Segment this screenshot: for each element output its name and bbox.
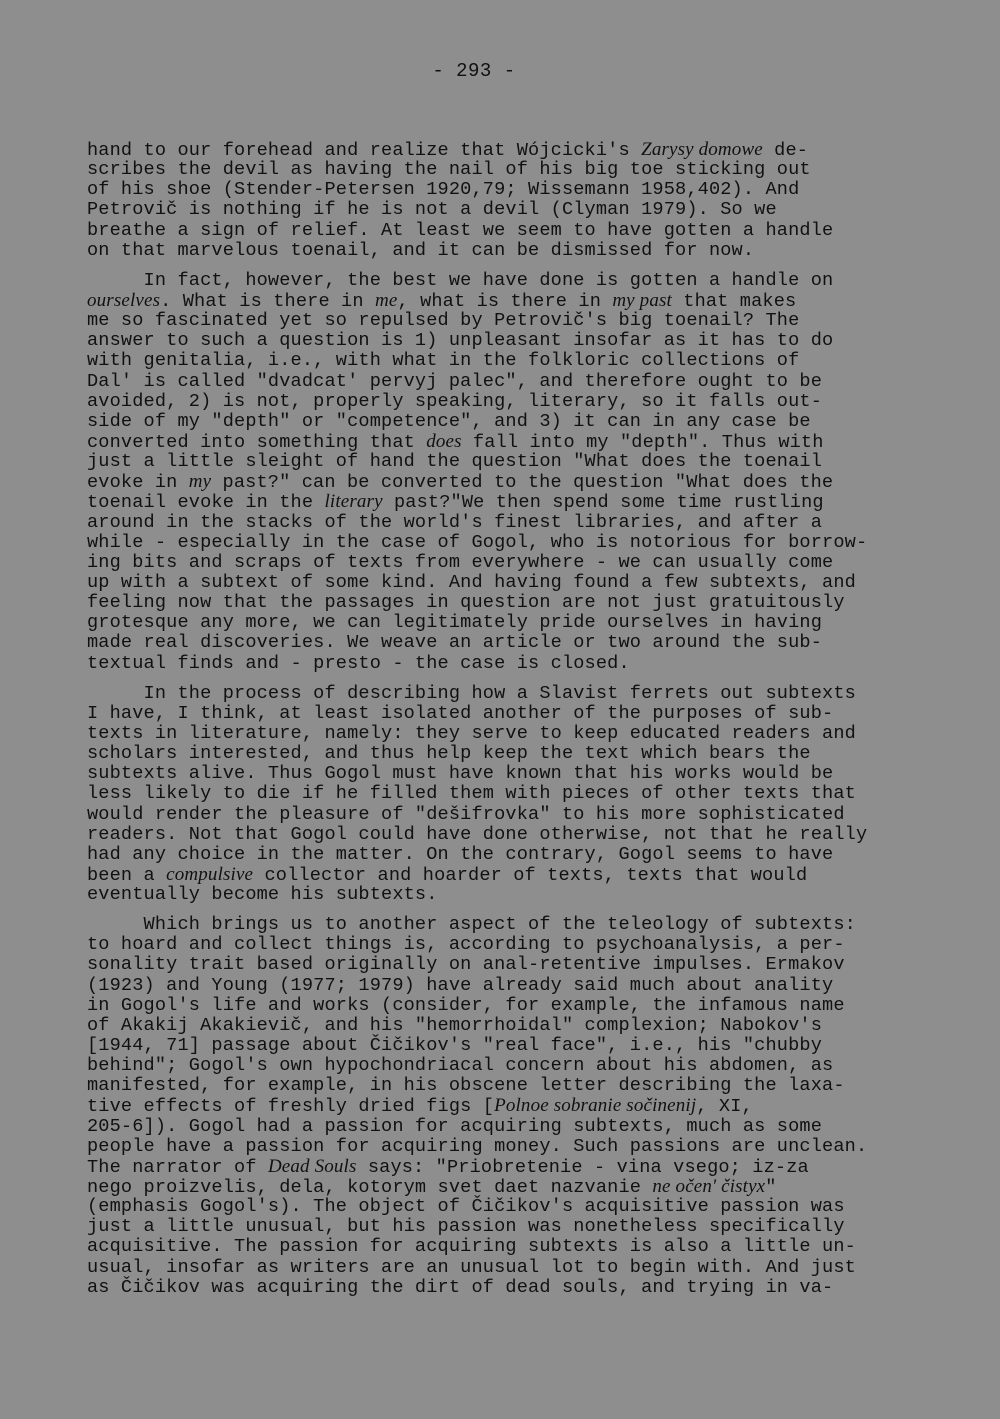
text-line [87, 885, 967, 905]
text-line [87, 513, 967, 533]
italic-text: Zarysy domowe [641, 139, 763, 160]
text-segment: answer to such a question is 1) unpleasant insofar as it has to do [87, 330, 834, 352]
text-line [87, 1036, 967, 1056]
text-segment: ing bits and scraps of texts from everywhere - we can usually come [87, 551, 834, 573]
text-segment: side of my "depth" or "competence", and 3) it can in any case be [87, 410, 811, 432]
text-line [87, 915, 967, 935]
text-line [87, 533, 967, 553]
text-line [87, 140, 967, 160]
body-text [87, 140, 967, 1308]
text-line [87, 1177, 967, 1197]
text-segment: readers. Not that Gogol could have done otherwise, not that he really [87, 823, 868, 845]
italic-text: my past [612, 289, 672, 311]
text-line [87, 372, 967, 392]
text-line [87, 1137, 967, 1157]
italic-text: ne očen' čistyx [652, 1176, 766, 1198]
text-segment: past?"We then spend some time rustling [382, 492, 824, 514]
text-segment: past?" can be converted to the question "What does the [211, 472, 834, 494]
italic-text: Polnoe sobranie sočinenij [494, 1095, 697, 1117]
text-line [87, 160, 967, 180]
text-segment: acquisitive. The passion for acquiring subtexts is also a little un- [87, 1236, 856, 1258]
text-line [87, 935, 967, 955]
text-line [87, 432, 967, 452]
text-segment: [1944, 71] passage about Čičikov's "real face", i.e., his "chubby [87, 1035, 823, 1057]
text-segment: on that marvelous toenail, and it can be dismissed for now. [87, 239, 755, 261]
text-line [87, 955, 967, 975]
text-line [87, 452, 967, 472]
text-segment: collector and hoarder of texts, texts that would [253, 864, 808, 886]
text-segment: grotesque any more, we can legitimately pride ourselves in having [87, 612, 823, 634]
text-line [87, 1117, 967, 1137]
text-segment: behind"; Gogol's own hypochondriacal concern about his abdomen, as [87, 1055, 834, 1077]
text-segment: (emphasis Gogol's). The object of Čičikov's acquisitive passion was [87, 1196, 845, 1218]
text-segment: eventually become his subtexts. [87, 884, 438, 906]
text-line [87, 744, 967, 764]
text-segment: tive effects of freshly dried figs [ [87, 1096, 495, 1118]
text-line [87, 412, 967, 432]
page-number: - 293 - [432, 60, 516, 82]
text-segment: to hoard and collect things is, according to psychoanalysis, a per- [87, 934, 845, 956]
text-line [87, 392, 967, 412]
text-segment: me so fascinated yet so repulsed by Petrovič's big toenail? The [87, 310, 800, 332]
italic-text: ourselves [87, 289, 161, 311]
text-segment: , what is there in [397, 290, 613, 312]
text-segment: texts in literature, namely: they serve to keep educated readers and [87, 722, 856, 744]
text-segment: avoided, 2) is not, properly speaking, literary, so it falls out- [87, 390, 823, 412]
text-segment: scribes the devil as having the nail of his big toe sticking out [87, 159, 811, 181]
text-segment: breathe a sign of relief. At least we seem to have gotten a handle [87, 219, 834, 241]
text-line [87, 291, 967, 311]
text-segment: , XI, [696, 1096, 753, 1118]
text-line [87, 271, 967, 291]
text-segment: of his shoe (Stender-Petersen 1920,79; Wissemann 1958,402). And [87, 179, 800, 201]
text-segment: around in the stacks of the world's finest libraries, and after a [87, 511, 823, 533]
text-segment: manifested, for example, in his obscene letter describing the laxa- [87, 1075, 845, 1097]
text-line [87, 1237, 967, 1257]
paragraph [87, 271, 967, 674]
text-segment: in Gogol's life and works (consider, for example, the infamous name [87, 994, 845, 1016]
text-segment: while - especially in the case of Gogol, who is notorious for borrow- [87, 531, 868, 553]
text-segment: had any choice in the matter. On the contrary, Gogol seems to have [87, 843, 834, 865]
text-line [87, 241, 967, 261]
text-segment: as Čičikov was acquiring the dirt of dead souls, and trying in va- [87, 1276, 834, 1298]
text-segment: hand to our forehead and realize that Wójcicki's [87, 140, 642, 161]
text-segment: textual finds and - presto - the case is closed. [87, 652, 630, 674]
text-line [87, 573, 967, 593]
text-segment: up with a subtext of some kind. And having found a few subtexts, and [87, 571, 856, 593]
text-line [87, 996, 967, 1016]
text-line [87, 331, 967, 351]
text-line [87, 311, 967, 331]
paragraph [87, 684, 967, 906]
text-line [87, 825, 967, 845]
text-segment: " [765, 1177, 777, 1199]
text-line [87, 865, 967, 885]
paragraph [87, 915, 967, 1298]
text-line [87, 784, 967, 804]
text-segment: In the process of describing how a Slavist ferrets out subtexts [87, 682, 856, 704]
text-line [87, 593, 967, 613]
text-line [87, 805, 967, 825]
italic-text: me [374, 289, 398, 311]
text-line [87, 1157, 967, 1177]
text-segment: evoke in [87, 472, 189, 494]
text-line [87, 724, 967, 744]
text-line [87, 1056, 967, 1076]
text-segment: with genitalia, i.e., with what in the folkloric collections of [87, 350, 800, 372]
text-line [87, 654, 967, 674]
text-line [87, 1197, 967, 1217]
text-segment: been a [87, 864, 167, 886]
text-segment: usual, insofar as writers are an unusual lot to begin with. And just [87, 1256, 856, 1278]
text-line [87, 976, 967, 996]
text-segment: sonality trait based originally on anal-retentive impulses. Ermakov [87, 954, 845, 976]
text-segment: made real discoveries. We weave an article or two around the sub- [87, 632, 823, 654]
text-segment: nego proizvelis, dela, kotorym svet daet nazvanie [87, 1177, 653, 1199]
text-segment: just a little sleight of hand the question "What does the toenail [87, 451, 823, 473]
text-line [87, 1076, 967, 1096]
text-line [87, 633, 967, 653]
text-line [87, 221, 967, 241]
text-line [87, 472, 967, 492]
text-segment: less likely to die if he filled them with pieces of other texts that [87, 783, 856, 805]
italic-text: Dead Souls [267, 1155, 357, 1177]
text-line [87, 1016, 967, 1036]
text-line [87, 613, 967, 633]
text-segment: fall into my "depth". Thus with [461, 431, 824, 453]
text-segment: Dal' is called "dvadcat' pervyj palec", and therefore ought to be [87, 370, 823, 392]
text-line [87, 351, 967, 371]
text-segment: that makes [671, 290, 797, 312]
text-segment: of Akakij Akakievič, and his "hemorrhoidal" complexion; Nabokov's [87, 1014, 823, 1036]
text-segment: I have, I think, at least isolated another of the purposes of sub- [87, 702, 834, 724]
text-segment: converted into something that [87, 431, 427, 453]
text-line [87, 764, 967, 784]
text-segment: scholars interested, and thus help keep the text which bears the [87, 743, 811, 765]
text-line [87, 492, 967, 512]
text-line [87, 684, 967, 704]
italic-text: my [188, 471, 212, 493]
text-segment: Petrovič is nothing if he is not a devil (Clyman 1979). So we [87, 199, 777, 221]
text-line [87, 1278, 967, 1298]
text-segment: de- [762, 140, 809, 161]
text-line [87, 845, 967, 865]
italic-text: literary [324, 491, 383, 513]
text-line [87, 200, 967, 220]
text-segment: would render the pleasure of "dešifrovka" to his more sophisticated [87, 803, 845, 825]
text-segment: 205-6]). Gogol had a passion for acquiring subtexts, much as some [87, 1115, 823, 1137]
text-segment: The narrator of [87, 1156, 268, 1178]
text-segment: . What is there in [160, 290, 375, 312]
text-line [87, 1258, 967, 1278]
italic-text: does [426, 430, 462, 452]
paragraph [87, 140, 967, 261]
text-line [87, 1096, 967, 1116]
text-segment: feeling now that the passages in question are not just gratuitously [87, 592, 845, 614]
text-line [87, 553, 967, 573]
text-segment: says: "Priobretenie - vina vsego; iz-za [356, 1156, 809, 1178]
text-segment: people have a passion for acquiring money. Such passions are unclean. [87, 1135, 868, 1157]
text-segment: Which brings us to another aspect of the teleology of subtexts: [87, 914, 856, 936]
italic-text: compulsive [166, 863, 254, 885]
text-segment: toenail evoke in the [87, 492, 325, 514]
text-segment: subtexts alive. Thus Gogol must have known that his works would be [87, 763, 834, 785]
text-line [87, 704, 967, 724]
text-line [87, 1217, 967, 1237]
text-segment: just a little unusual, but his passion was nonetheless specifically [87, 1216, 845, 1238]
text-line [87, 180, 967, 200]
text-segment: In fact, however, the best we have done is gotten a handle on [87, 269, 834, 291]
text-segment: (1923) and Young (1977; 1979) have already said much about anality [87, 974, 834, 996]
